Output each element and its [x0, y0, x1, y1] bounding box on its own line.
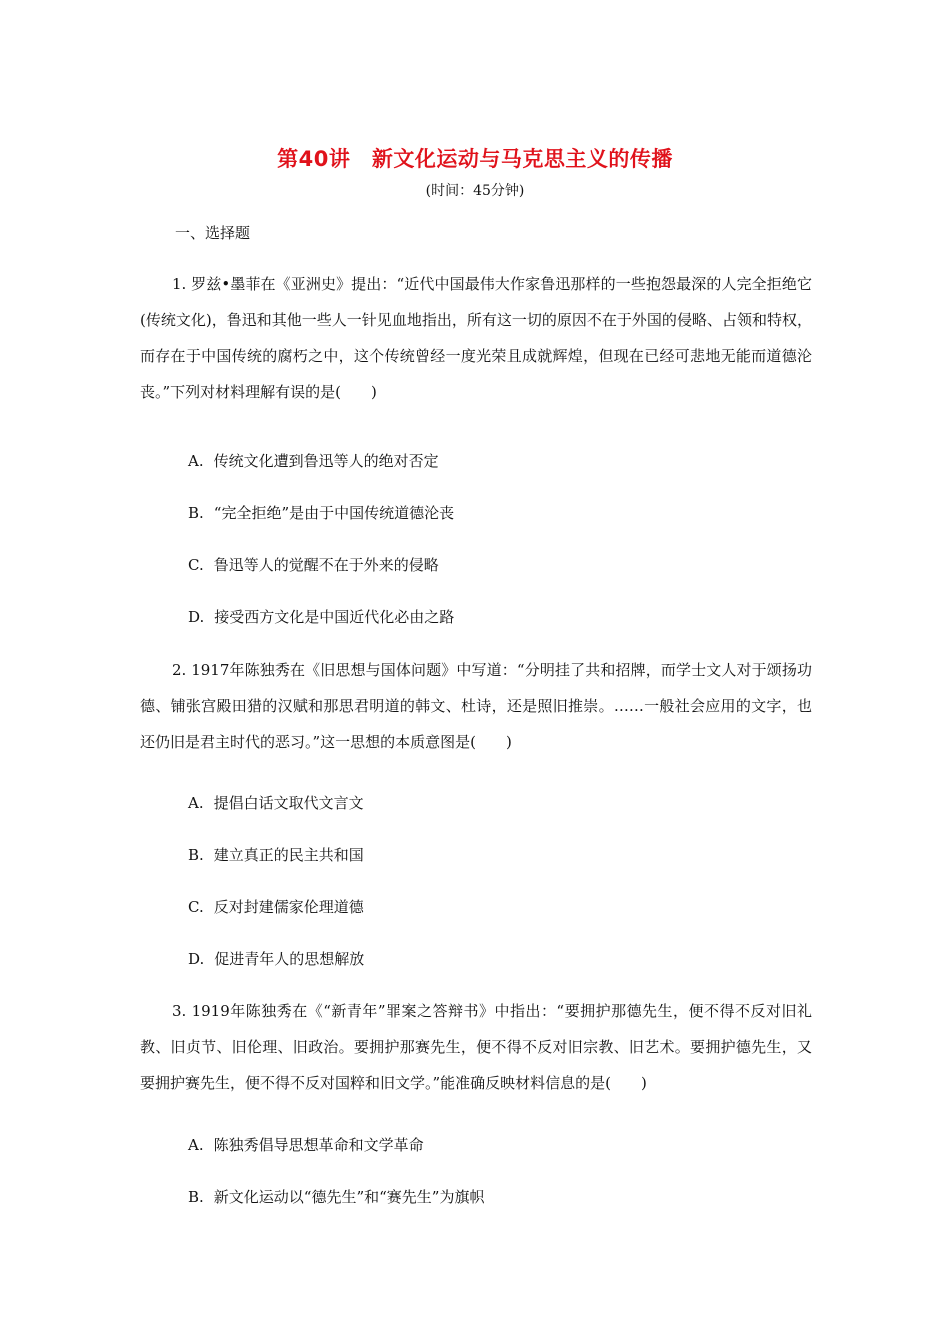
question-2-text: 2. 1917年陈独秀在《旧思想与国体问题》中写道：“分明挂了共和招牌，而学士文人对于颂扬功德、铺张宫殿田猎的汉赋和那思君明道的韩文、杜诗，还是照旧推崇。……一般社会应用的文字，也还仍旧是君主时代的恶习。”这一思想的本质意图是( ) — [140, 661, 812, 751]
question-2-option-d[interactable] — [188, 948, 364, 969]
question-1-option-a[interactable] — [188, 450, 439, 471]
question-1-text: 1. 罗兹•墨菲在《亚洲史》提出：“近代中国最伟大作家鲁迅那样的一些抱怨最深的人完全拒绝它(传统文化)，鲁迅和其他一些人一针见血地指出，所有这一切的原因不在于外国的侵略、占领和特权，而存在于中国传统的腐朽之中，这个传统曾经一度光荣且成就辉煌，但现在已经可悲地无能而道德沦丧。”下列对材料理解有误的是( ) — [140, 275, 812, 401]
option-letter: B. — [188, 504, 204, 522]
option-letter: A. — [188, 452, 204, 470]
option-letter: C. — [188, 556, 204, 574]
section-heading: 一、选择题 — [175, 224, 251, 242]
option-text: 传统文化遭到鲁迅等人的绝对否定 — [213, 452, 439, 470]
question-3-text: 3. 1919年陈独秀在《“新青年”罪案之答辩书》中指出：“要拥护那德先生，便不得不反对旧礼教、旧贞节、旧伦理、旧政治。要拥护那赛先生，便不得不反对旧宗教、旧艺术。要拥护德先生，又要拥护赛先生，便不得不反对国粹和旧文学。”能准确反映材料信息的是( ) — [140, 1002, 812, 1092]
question-2-option-b[interactable] — [188, 844, 364, 865]
option-text: 提倡白话文取代文言文 — [213, 794, 364, 812]
option-letter: C. — [188, 898, 204, 916]
option-letter: A. — [188, 794, 204, 812]
option-text: 促进青年人的思想解放 — [214, 950, 365, 968]
option-letter: A. — [188, 1136, 204, 1154]
question-2-option-c[interactable] — [188, 896, 364, 917]
option-text: 陈独秀倡导思想革命和文学革命 — [213, 1136, 424, 1154]
option-letter: B. — [188, 1188, 204, 1206]
page-title: 第40讲 新文化运动与马克思主义的传播 — [277, 147, 673, 171]
option-text: 新文化运动以“德先生”和“赛先生”为旗帜 — [213, 1188, 485, 1206]
question-1-option-d[interactable] — [188, 606, 454, 627]
question-1-option-b[interactable] — [188, 502, 454, 523]
option-letter: B. — [188, 846, 204, 864]
option-letter: D. — [188, 608, 205, 626]
option-text: 鲁迅等人的觉醒不在于外来的侵略 — [213, 556, 439, 574]
option-letter: D. — [188, 950, 205, 968]
question-3-option-a[interactable] — [188, 1134, 424, 1155]
question-2-option-a[interactable] — [188, 792, 364, 813]
question-1-option-c[interactable] — [188, 554, 439, 575]
option-text: 接受西方文化是中国近代化必由之路 — [214, 608, 455, 626]
time-limit: (时间：45分钟) — [425, 183, 525, 199]
option-text: “完全拒绝”是由于中国传统道德沦丧 — [213, 504, 455, 522]
option-text: 反对封建儒家伦理道德 — [213, 898, 364, 916]
option-text: 建立真正的民主共和国 — [213, 846, 364, 864]
question-3-option-b[interactable] — [188, 1186, 484, 1207]
